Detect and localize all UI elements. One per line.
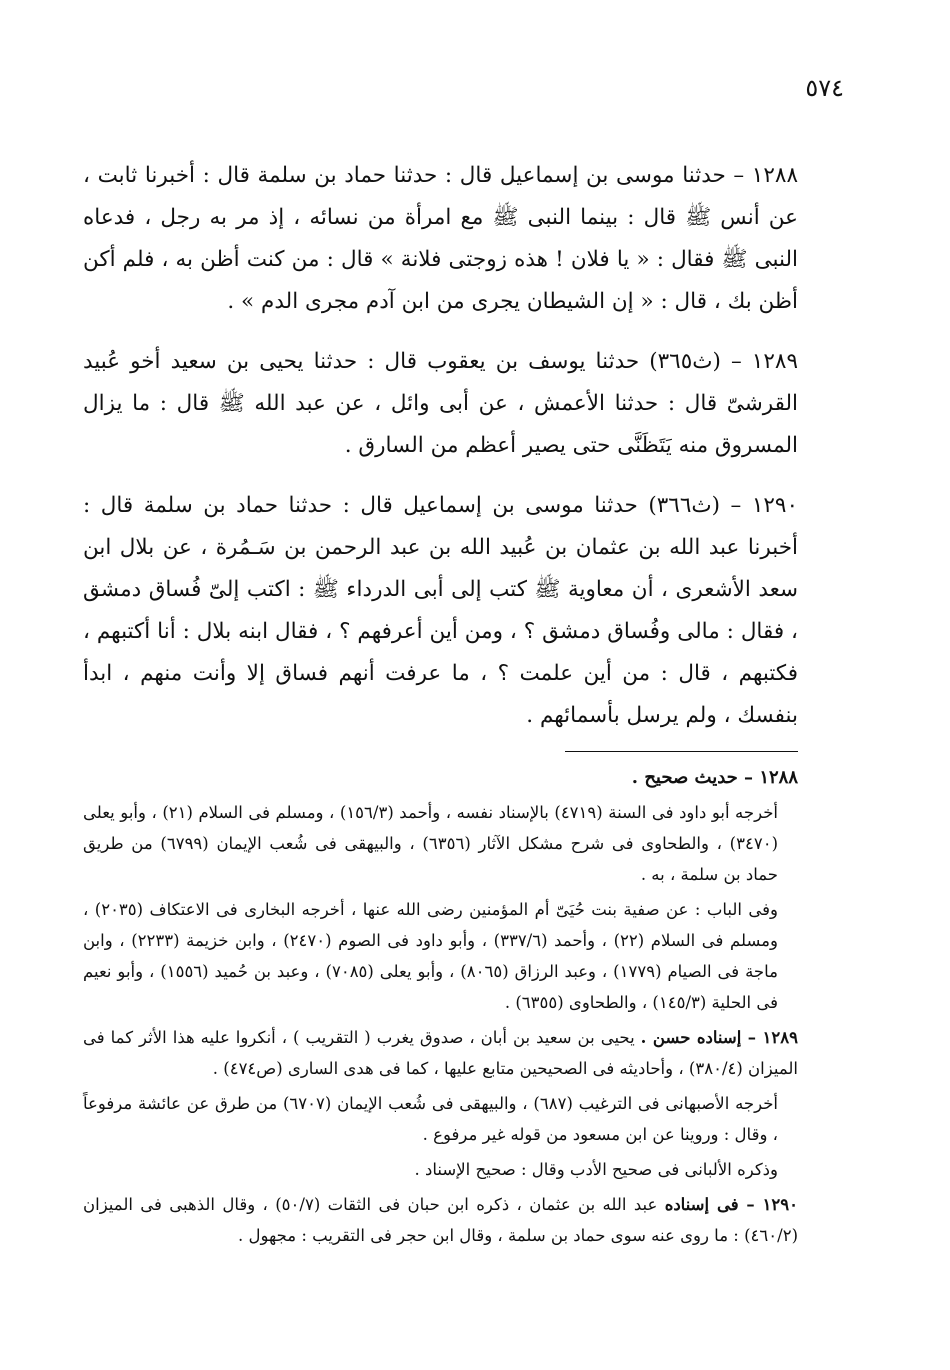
footnote-separator xyxy=(565,751,798,752)
footnote-1289-sources: أخرجه الأصبهانى فى الترغيب (٦٨٧) ، والبيهقى فى شُعب الإيمان (٦٧٠٧) من طرق عن عائشة مرفوعاً ، وقال : وروينا عن ابن مسعود من قوله غير مرفوع . xyxy=(83,1094,779,1144)
main-text xyxy=(83,155,798,755)
hadith-number: ١٢٨٨ xyxy=(751,163,798,188)
hadith-number: ١٢٨٩ xyxy=(751,349,798,374)
hadith-number: ١٢٩٠ xyxy=(751,493,799,518)
hadith-1289 xyxy=(83,341,798,467)
hadith-1288 xyxy=(83,155,798,323)
hadith-text: – (ث٣٦٦) حدثنا موسى بن إسماعيل قال : حدثنا حماد بن سلمة قال : أخبرنا عبد الله بن عثمان بن عُبيد الله بن عبد الرحمن بن سَـمُرة ، عن بلال ابن سعد الأشعرى ، أن معاوية ﷺ كتب إلى أبى الدرداء ﷺ : اكتب إلىّ فُساق دمشق ، فقال : مالى وفُساق دمشق ؟ ، ومن أين أعرفهم ؟ ، فقال ابنه بلال : أنا أكتبهم ، فكتبهم ، قال : من أين علمت ؟ ، ما عرفت أنهم فساق إلا وأنت منهم ، ابدأ بنفسك ، ولم يرسل بأسمائهم . xyxy=(83,493,798,728)
hadith-text: – حدثنا موسى بن إسماعيل قال : حدثنا حماد بن سلمة قال : أخبرنا ثابت ، عن أنس ﷺ قال : بينما النبى ﷺ مع امرأة من نسائه ، إذ مر به رجل ، فدعاه النبى ﷺ فقال : « يا فلان ! هذه زوجتى فلانة » قال : من كنت أظن به ، فلم أكن أظن بك ، قال : « إن الشيطان يجرى من ابن آدم مجرى الدم » . xyxy=(83,163,798,314)
hadith-1290 xyxy=(83,485,798,737)
footnote-1289-grade: ١٢٨٩ – إسناده حسن . xyxy=(640,1028,798,1047)
hadith-text: – (ث٣٦٥) حدثنا يوسف بن يعقوب قال : حدثنا يحيى بن سعيد أخو عُبيد القرشىّ قال : حدثنا الأعمش ، عن أبى وائل ، عن عبد الله ﷺ قال : ما يزال المسروق منه يَتَظَنَّى حتى يصير أعظم من السارق . xyxy=(83,349,798,458)
footnote-1289-text: يحيى بن سعيد بن أبان ، صدوق يغرب ( التقريب ) ، أنكروا عليه هذا الأثر كما فى الميزان (٣٨٠/٤) ، وأحاديثه فى الصحيحين متابع عليها ، كما فى هدى السارى (ص٤٧٤) . xyxy=(83,1028,798,1078)
footnote-1290-text: عبد الله بن عثمان ، ذكره ابن حبان فى الثقات (٥٠/٧) ، وقال الذهبى فى الميزان (٤٦٠/٢) : ما روى عنه سوى حماد بن سلمة ، وقال ابن حجر فى التقريب : مجهول . xyxy=(83,1195,798,1245)
footnote-1288-heading: ١٢٨٨ – حديث صحيح . xyxy=(631,767,798,788)
page-number: ٥٧٤ xyxy=(805,74,844,102)
footnotes xyxy=(83,762,798,1255)
footnote-1288-sources: أخرجه أبو داود فى السنة (٤٧١٩) بالإسناد نفسه ، وأحمد (١٥٦/٣) ، ومسلم فى السلام (٢١) ، وأبو يعلى (٣٤٧٠) ، والطحاوى فى شرح مشكل الآثار (٦٣٥٦) ، والبيهقى فى شُعب الإيمان (٦٧٩٩) من طريق حماد بن سلمة ، به . xyxy=(83,803,778,884)
footnote-1289-albani: وذكره الألبانى فى صحيح الأدب وقال : صحيح الإسناد . xyxy=(414,1160,778,1179)
footnote-1290 xyxy=(83,1189,798,1251)
footnote-1288-related: وفى الباب : عن صفية بنت حُيَىّ أم المؤمنين رضى الله عنها ، أخرجه البخارى فى الاعتكاف (٢٠٣٥) ، ومسلم فى السلام (٢٢) ، وأحمد (٣٣٧/٦) ، وأبو داود فى الصوم (٢٤٧٠) ، وابن خزيمة (٢٢٣٣) ، وابن ماجة فى الصيام (١٧٧٩) ، وعبد الرزاق (٨٠٦٥) ، وأبو يعلى (٧٠٨٥) ، وعبد بن حُميد (١٥٥٦) ، وأبو نعيم فى الحلية (١٤٥/٣) ، والطحاوى (٦٣٥٥) . xyxy=(83,900,779,1012)
footnote-1290-label: ١٢٩٠ – فى إسناده xyxy=(664,1195,798,1214)
footnote-1289 xyxy=(83,1022,798,1084)
